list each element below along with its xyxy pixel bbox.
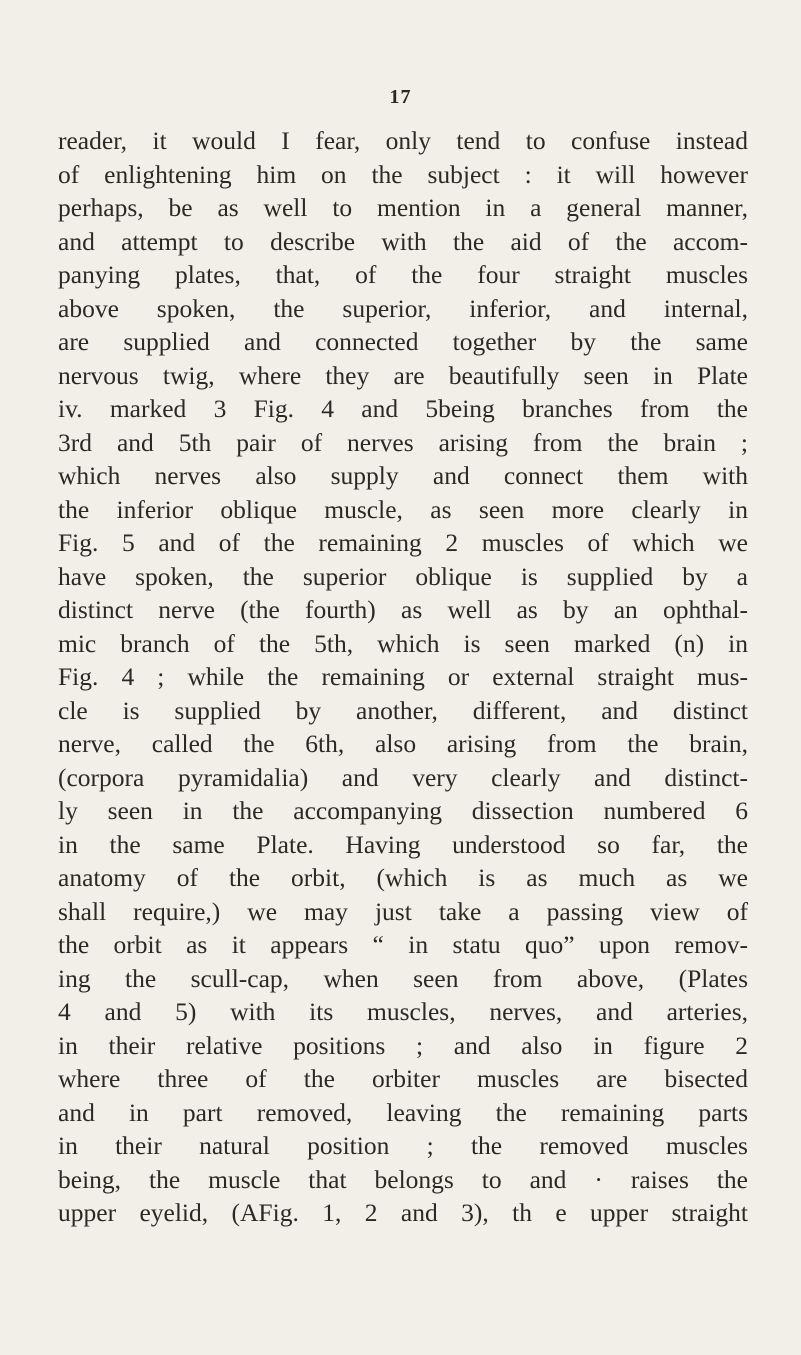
text-line: ly seen in the accompanying dissection numbered 6	[58, 796, 748, 825]
text-line: reader, it would I fear, only tend to confuse instead	[58, 126, 748, 155]
text-line: of enlightening him on the subject : it will however	[58, 159, 748, 189]
text-line: upper eyelid, (AFig. 1, 2 and 3), th e upper straight	[58, 1198, 748, 1227]
text-line: perhaps, be as well to mention in a general manner,	[58, 193, 748, 222]
text-line: (corpora pyramidalia) and very clearly and distinct-	[58, 762, 748, 792]
text-line: above spoken, the superior, inferior, and internal,	[58, 293, 748, 323]
text-line: in their relative positions ; and also in figure 2	[58, 1030, 748, 1060]
page-number: 17	[389, 86, 412, 108]
text-line: Fig. 4 ; while the remaining or external straight mus-	[58, 662, 748, 691]
text-line: Fig. 5 and of the remaining 2 muscles of which we	[58, 528, 748, 557]
text-line: iv. marked 3 Fig. 4 and 5being branches from the	[58, 394, 748, 423]
text-line: mic branch of the 5th, which is seen marked (n) in	[58, 628, 748, 658]
text-line: nerve, called the 6th, also arising from the brain,	[58, 729, 748, 758]
text-line: and in part removed, leaving the remaining parts	[58, 1097, 748, 1127]
text-line: in the same Plate. Having understood so far, the	[58, 829, 748, 859]
text-line: shall require,) we may just take a passing view of	[58, 896, 748, 926]
text-line: being, the muscle that belongs to and · raises the	[58, 1164, 748, 1194]
text-line: the inferior oblique muscle, as seen more clearly in	[58, 494, 748, 524]
text-line: in their natural position ; the removed muscles	[58, 1131, 748, 1160]
text-line: have spoken, the superior oblique is supplied by a	[58, 561, 748, 591]
text-line: and attempt to describe with the aid of the accom-	[58, 226, 748, 256]
text-line: 3rd and 5th pair of nerves arising from the brain ;	[58, 427, 748, 457]
text-line: anatomy of the orbit, (which is as much as we	[58, 863, 748, 892]
text-line: are supplied and connected together by the same	[58, 327, 748, 356]
text-line: panying plates, that, of the four straight muscles	[58, 260, 748, 289]
text-line: cle is supplied by another, different, and distinct	[58, 695, 748, 725]
text-line: which nerves also supply and connect them with	[58, 461, 748, 490]
text-line: the orbit as it appears “ in statu quo” upon remov-	[58, 930, 748, 959]
text-line: distinct nerve (the fourth) as well as by an ophthal-	[58, 595, 748, 624]
text-line: ing the scull-cap, when seen from above, (Plates	[58, 963, 748, 993]
text-line: nervous twig, where they are beautifully seen in Plate	[58, 360, 748, 390]
text-line: 4 and 5) with its muscles, nerves, and arteries,	[58, 997, 748, 1026]
text-line: where three of the orbiter muscles are bisected	[58, 1064, 748, 1093]
body-text	[58, 124, 748, 1230]
